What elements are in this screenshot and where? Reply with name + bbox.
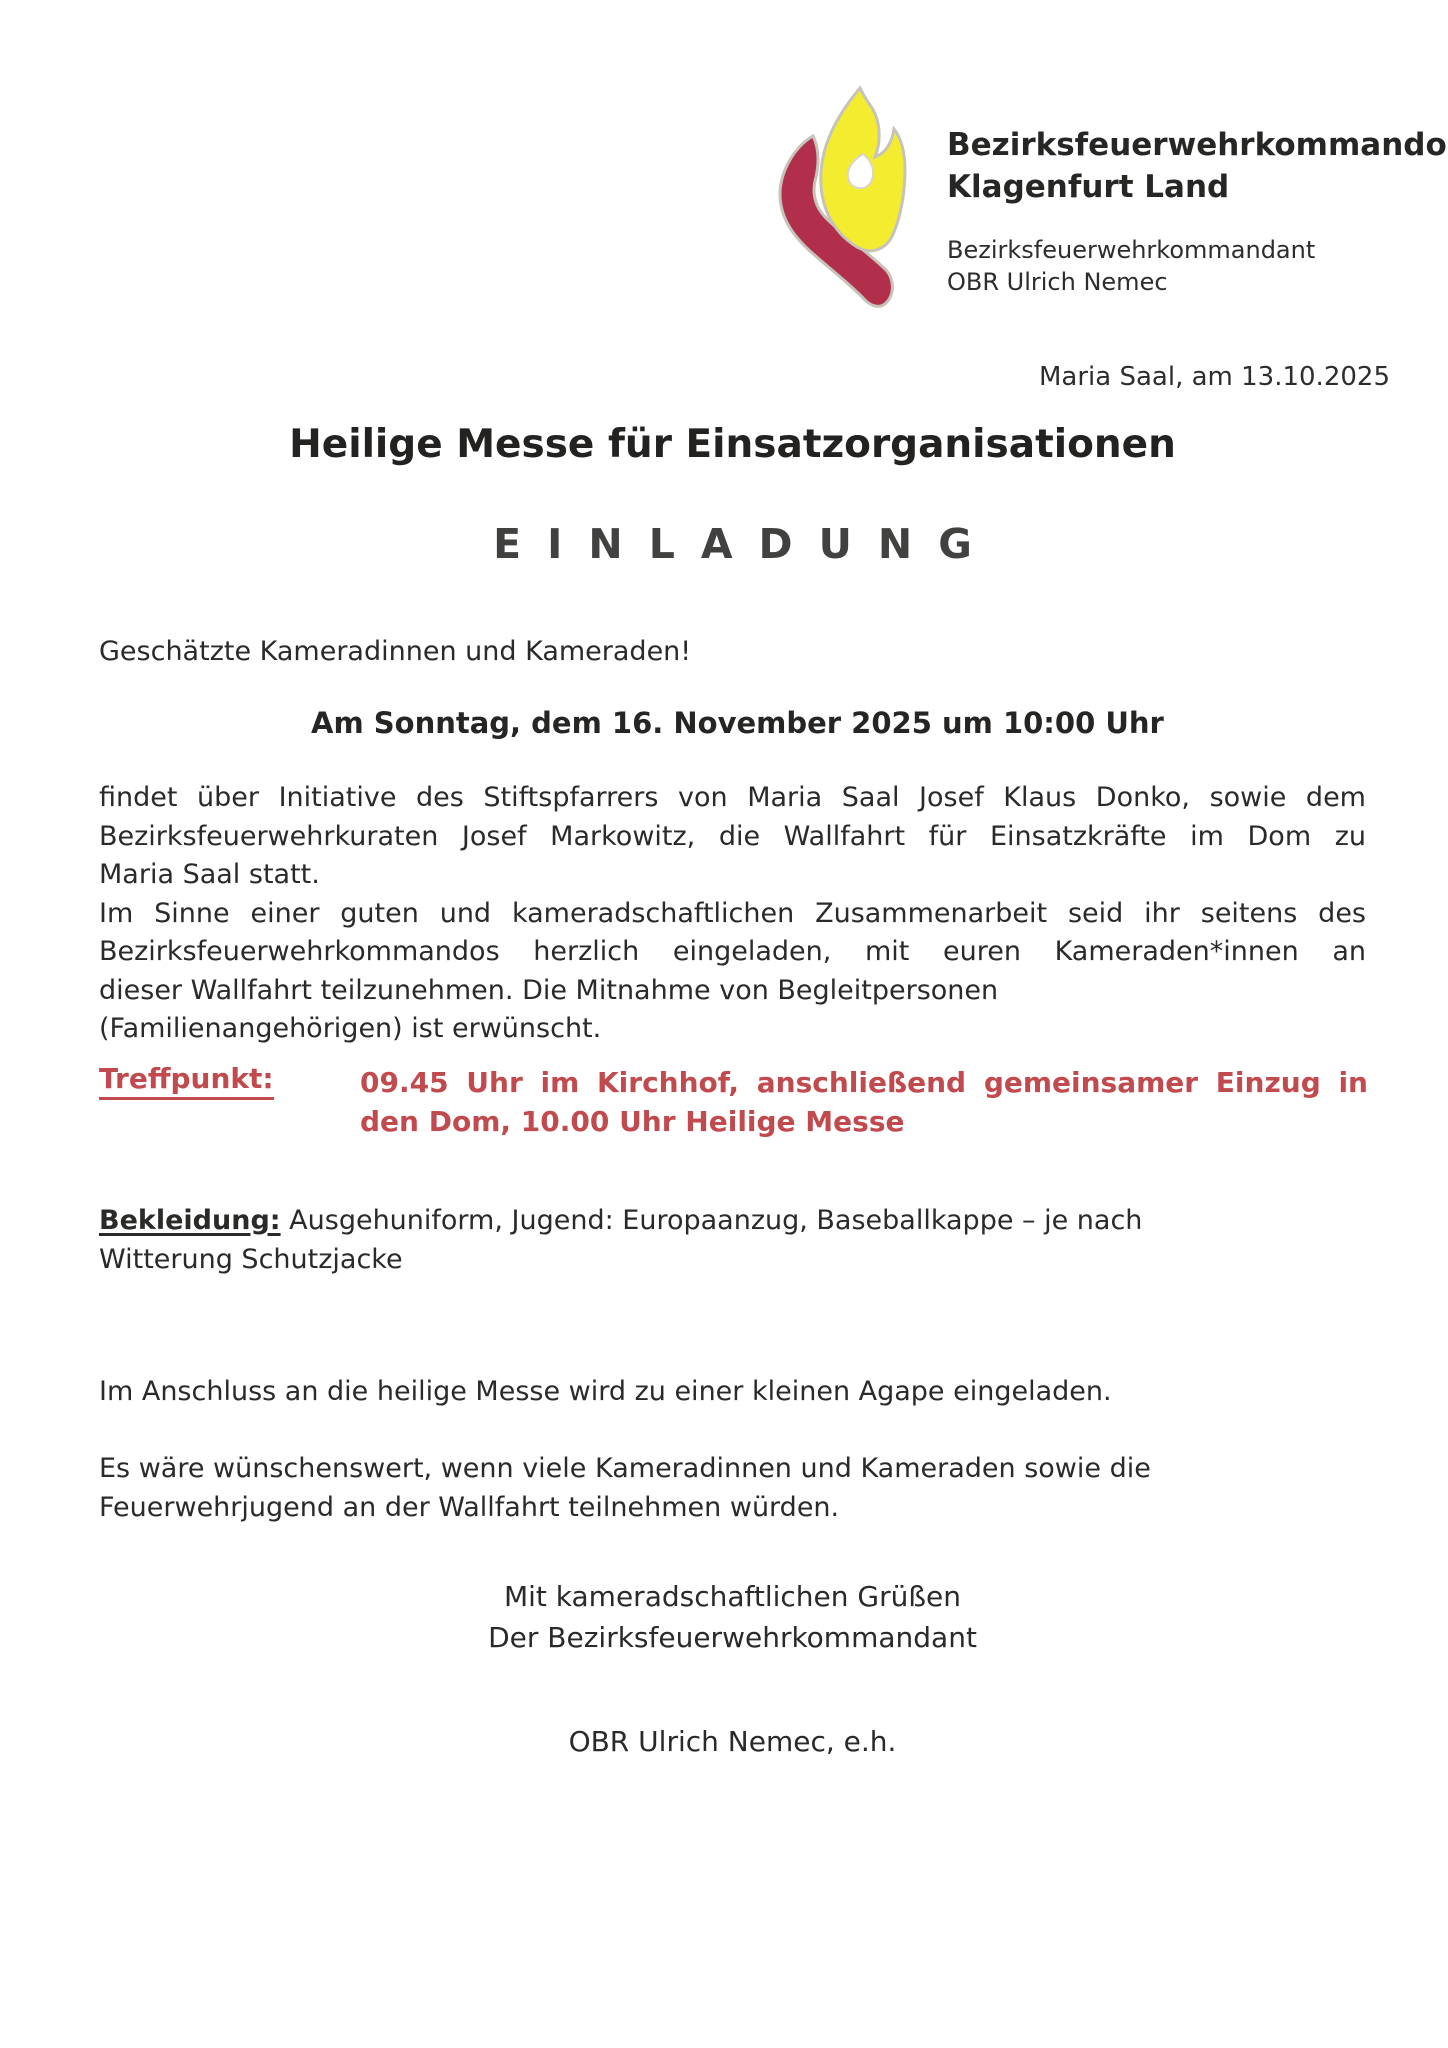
wish-line: Es wäre wünschenswert, wenn viele Kameradinnen und Kameraden sowie die: [99, 1453, 1151, 1484]
meeting-point-label: Treffpunkt:: [99, 1062, 274, 1100]
agape-note: Im Anschluss an die heilige Messe wird zu einer kleinen Agape eingeladen.: [99, 1376, 1112, 1407]
dress-code-line1: [99, 1202, 1339, 1241]
meeting-point-line: 09.45 Uhr im Kirchhof, anschließend gemeinsamer Einzug in: [360, 1066, 1368, 1099]
body-line: (Familienangehörigen) ist erwünscht.: [99, 1013, 602, 1044]
signer-role: Der Bezirksfeuerwehrkommandant: [488, 1621, 977, 1654]
officer-info: [947, 234, 1315, 298]
body-line: Bezirksfeuerwehrkommandos herzlich eingeladen, mit euren Kameraden*innen an: [99, 936, 1366, 967]
meeting-point-details: [360, 1064, 1368, 1141]
dress-code: [99, 1202, 1339, 1279]
closing-block: [99, 1576, 1366, 1762]
wish-line: Feuerwehrjugend an der Wallfahrt teilnehmen würden.: [99, 1491, 840, 1523]
invitation-heading: EINLADUNG: [493, 520, 998, 568]
document-title: Heilige Messe für Einsatzorganisationen: [289, 422, 1176, 467]
wish-paragraph: [99, 1450, 1339, 1527]
fire-brigade-flame-logo: [776, 84, 910, 318]
flame-icon: [776, 84, 910, 314]
org-name: [947, 124, 1447, 208]
body-line: Maria Saal statt.: [99, 859, 320, 890]
closing-salutation: Mit kameradschaftlichen Grüßen: [503, 1580, 961, 1613]
body-line: findet über Initiative des Stiftspfarrers von Maria Saal Josef Klaus Donko, sowie dem: [99, 782, 1366, 813]
org-name-line1: Bezirksfeuerwehrkommando: [947, 127, 1447, 163]
body-line: Im Sinne einer guten und kameradschaftlichen Zusammenarbeit seid ihr seitens des: [99, 897, 1366, 929]
body-text: [99, 779, 1366, 1049]
dress-code-line2: Witterung Schutzjacke: [99, 1243, 403, 1275]
dress-code-label: Bekleidung:: [99, 1205, 281, 1236]
meeting-point-line: den Dom, 10.00 Uhr Heilige Messe: [360, 1104, 905, 1138]
body-line: Bezirksfeuerwehrkuraten Josef Markowitz, die Wallfahrt für Einsatzkräfte im Dom zu: [99, 820, 1366, 852]
officer-title: Bezirksfeuerwehrkommandant: [947, 236, 1316, 264]
greeting-line: Geschätzte Kameradinnen und Kameraden!: [99, 636, 692, 667]
event-date-line: Am Sonntag, dem 16. November 2025 um 10:00 Uhr: [311, 706, 1164, 740]
officer-name: OBR Ulrich Nemec: [947, 268, 1168, 296]
body-line: dieser Wallfahrt teilzunehmen. Die Mitnahme von Begleitpersonen: [99, 974, 999, 1006]
org-name-line2: Klagenfurt Land: [947, 169, 1230, 205]
dress-code-text: Ausgehuniform, Jugend: Europaanzug, Baseballkappe – je nach: [289, 1205, 1143, 1236]
signature-name: OBR Ulrich Nemec, e.h.: [568, 1725, 897, 1758]
place-dateline: Maria Saal, am 13.10.2025: [1039, 362, 1390, 392]
